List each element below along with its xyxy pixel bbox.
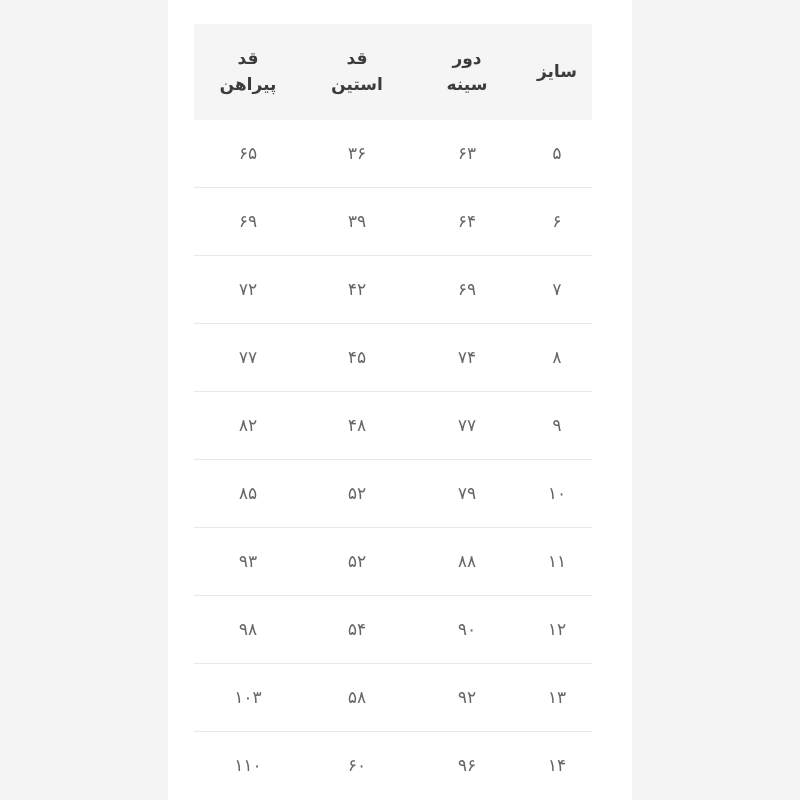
header-sleeve-line1: قد: [346, 49, 368, 69]
cell-chest: ۹۰: [412, 596, 522, 664]
cell-chest: ۶۹: [412, 256, 522, 324]
cell-shirt-length: ۶۵: [194, 120, 302, 188]
size-chart-table: [194, 24, 592, 799]
cell-shirt-length: ۷۷: [194, 324, 302, 392]
header-size-label: سایز: [536, 62, 578, 82]
cell-shirt-length: ۷۲: [194, 256, 302, 324]
cell-size: ۱۱: [522, 528, 592, 596]
cell-chest: ۶۳: [412, 120, 522, 188]
table-row: [194, 596, 592, 664]
cell-sleeve-length: ۴۲: [302, 256, 412, 324]
cell-sleeve-length: ۵۲: [302, 528, 412, 596]
header-sleeve-length: [302, 24, 412, 120]
table-body: [194, 120, 592, 799]
cell-size: ۷: [522, 256, 592, 324]
table-row: [194, 664, 592, 732]
table-row: [194, 120, 592, 188]
cell-chest: ۹۶: [457, 755, 477, 776]
cell-size: ۱۰: [522, 460, 592, 528]
cell-sleeve-length: ۵۸: [302, 664, 412, 732]
table-row: [194, 324, 592, 392]
table-row: [194, 732, 592, 800]
cell-size: ۸: [522, 324, 592, 392]
header-row: [194, 24, 592, 120]
header-chest: [412, 24, 522, 120]
table-row: [194, 460, 592, 528]
header-size: [522, 24, 592, 120]
cell-sleeve-length: ۴۵: [302, 324, 412, 392]
header-chest-line2: سینه: [446, 75, 488, 95]
cell-chest: ۷۹: [412, 460, 522, 528]
cell-size: ۹: [522, 392, 592, 460]
cell-chest: ۹۲: [412, 664, 522, 732]
header-shirt-line1: قد: [237, 49, 259, 69]
cell-chest: ۶۴: [412, 188, 522, 256]
header-chest-line1: دور: [452, 49, 482, 69]
cell-sleeve-length: ۴۸: [302, 392, 412, 460]
cell-shirt-length: ۹۸: [194, 596, 302, 664]
header-sleeve-line2: استین: [331, 75, 383, 95]
cell-shirt-length: ۸۵: [194, 460, 302, 528]
table-row: [194, 188, 592, 256]
cell-sleeve-length: ۵۴: [302, 596, 412, 664]
header-shirt-line2: پیراهن: [219, 75, 277, 95]
header-shirt-length: [194, 24, 302, 120]
cell-shirt-length: ۱۰۳: [194, 664, 302, 732]
cell-chest: ۷۷: [412, 392, 522, 460]
table-row: [194, 392, 592, 460]
table-header: [194, 24, 592, 120]
cell-size: ۱۲: [522, 596, 592, 664]
cell-sleeve-length: ۶۰: [347, 755, 367, 776]
cell-shirt-length: ۶۹: [194, 188, 302, 256]
cell-sleeve-length: ۵۲: [302, 460, 412, 528]
cell-shirt-length: ۱۱۰: [234, 755, 262, 776]
cell-sleeve-length: ۳۶: [302, 120, 412, 188]
cell-sleeve-length: ۳۹: [302, 188, 412, 256]
cell-shirt-length: ۸۲: [194, 392, 302, 460]
table-row: [194, 256, 592, 324]
cell-chest: ۷۴: [412, 324, 522, 392]
cell-size: ۱۳: [522, 664, 592, 732]
cell-shirt-length: ۹۳: [194, 528, 302, 596]
cell-size: ۵: [522, 120, 592, 188]
cell-size: ۶: [522, 188, 592, 256]
cell-chest: ۸۸: [412, 528, 522, 596]
cell-size: ۱۴: [547, 755, 567, 776]
table-row: [194, 528, 592, 596]
